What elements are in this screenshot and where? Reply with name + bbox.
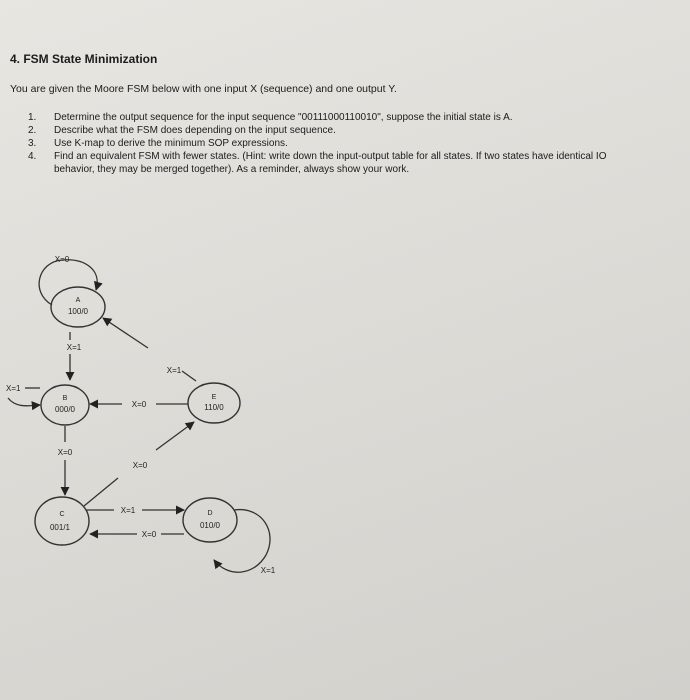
transition-label: X=1 — [120, 506, 136, 515]
transition-label: X=0 — [141, 530, 157, 539]
state-b-name: B — [62, 395, 68, 402]
transition-d-to-c — [90, 530, 184, 539]
state-d-code: 010/0 — [199, 521, 221, 530]
transition-label: X=1 — [6, 384, 21, 393]
state-d-name: D — [207, 510, 213, 517]
task-text: Use K-map to derive the minimum SOP expressions. — [54, 138, 288, 149]
state-a — [51, 287, 105, 327]
task-number: 4. — [28, 151, 37, 162]
state-a-code: 100/0 — [67, 307, 89, 316]
transition-label: X=1 — [166, 366, 182, 375]
transition-label: X=0 — [54, 255, 70, 264]
transition-b-to-c — [58, 426, 73, 495]
state-e-code: 110/0 — [204, 403, 224, 412]
transition-a-self — [39, 255, 97, 305]
state-e-name: E — [211, 394, 217, 401]
state-c — [35, 497, 89, 545]
state-a-name: A — [75, 297, 81, 304]
transition-label: X=1 — [66, 343, 82, 352]
transition-label: X=0 — [57, 448, 73, 457]
state-d — [183, 498, 237, 542]
task-text: Determine the output sequence for the input sequence "00111000110010", suppose the initial state is A. — [54, 112, 513, 123]
question-heading: 4. FSM State Minimization — [10, 52, 158, 66]
task-number: 3. — [28, 138, 37, 149]
task-number: 1. — [28, 112, 37, 123]
transition-label: X=0 — [132, 461, 148, 470]
transition-a-to-b — [67, 332, 82, 380]
state-c-code: 001/1 — [49, 523, 71, 532]
task-text: Describe what the FSM does depending on the input sequence. — [54, 125, 336, 136]
transition-d-self — [214, 510, 276, 575]
task-number: 2. — [28, 125, 37, 136]
transition-label: X=0 — [131, 400, 147, 409]
question-intro: You are given the Moore FSM below with one input X (sequence) and one output Y. — [10, 83, 397, 95]
state-b — [41, 385, 89, 425]
transition-c-to-e — [84, 422, 194, 506]
transition-reset-to-b — [6, 384, 40, 406]
state-c-name: C — [59, 511, 65, 518]
transition-e-to-b — [90, 400, 188, 409]
state-e — [188, 383, 240, 423]
state-b-code: 000/0 — [54, 405, 76, 414]
transition-c-to-d — [86, 506, 184, 515]
transition-e-to-a — [103, 318, 196, 381]
task-text: Find an equivalent FSM with fewer states. (Hint: write down the input-output table for all states. If two states have identical IO behavior, they may be merged together). As a reminder, always show your work. — [54, 151, 607, 175]
transition-label: X=1 — [260, 566, 276, 575]
